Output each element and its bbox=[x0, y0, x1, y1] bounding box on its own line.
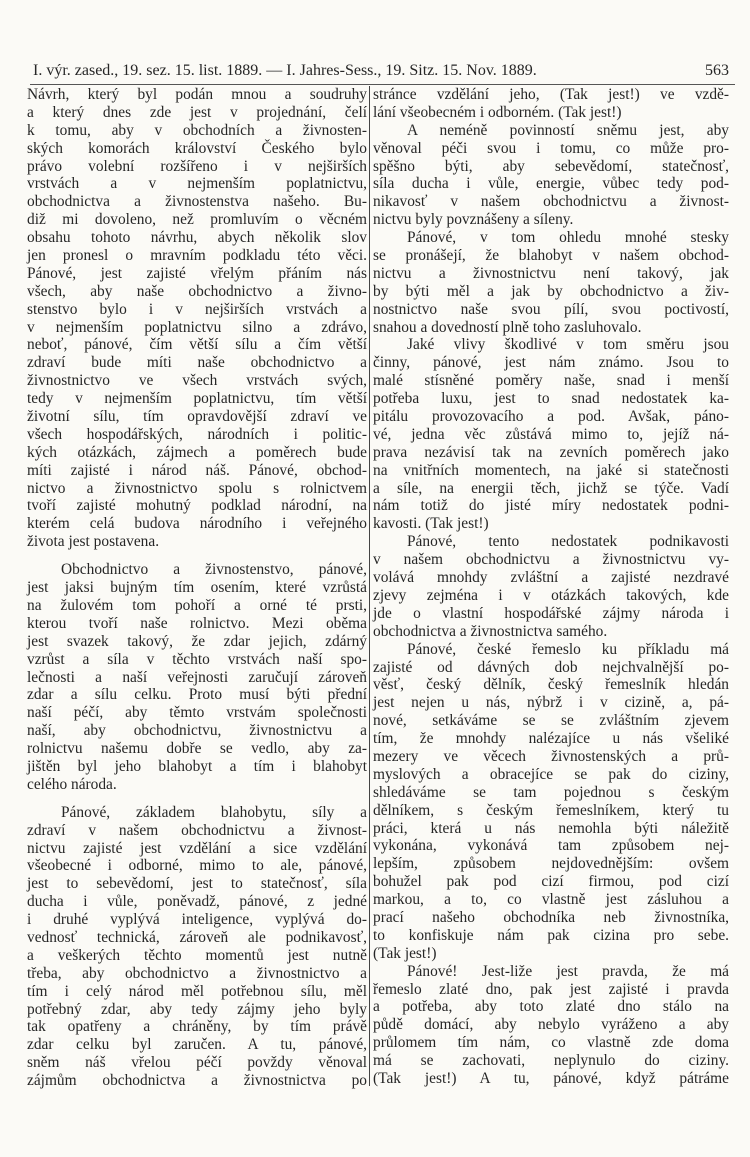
text-line: Pánové, české řemeslo ku příkladu má bbox=[407, 640, 729, 658]
text-line: naší péčí, aby těmto vrstvám společnosti bbox=[27, 704, 367, 722]
text-line: markou, a to, co vlastně jest zásluhou a bbox=[373, 891, 729, 909]
text-line: potřebný zdar, aby tedy zájmy jeho byly bbox=[27, 1000, 367, 1018]
left-column bbox=[27, 86, 367, 1090]
text-line: jest nejen u nás, nýbrž i v cizině, a, pá- bbox=[373, 694, 729, 712]
text-line: tedy v nejmenším poplatnictvu, tím větší bbox=[27, 390, 367, 408]
text-line: všech, aby naše obchodnictvo a živno- bbox=[27, 282, 367, 300]
text-line: tvoří zajisté mohutný podklad národní, na bbox=[27, 497, 367, 515]
text-line: v nejmenším poplatnictvu silno a zdrávo, bbox=[27, 318, 367, 336]
text-line: prava nezávisí tak na zevních poměrech jako bbox=[373, 443, 729, 461]
text-line: stránce vzdělání jeho, (Tak jest!) ve vzdě- bbox=[373, 86, 729, 103]
text-line: i druhé vyplývá inteligence, vyplývá do- bbox=[27, 911, 367, 929]
text-line: zajisté od dávných dob nejchvalnější po- bbox=[373, 658, 729, 676]
text-line: životní sílu, tím opravdovější zdraví ve bbox=[27, 408, 367, 426]
text-line: Pánové, tento nedostatek podnikavosti bbox=[407, 533, 729, 551]
text-line: tím, že mnohdy nalézajíce u nás všeliké bbox=[373, 730, 729, 748]
text-line: sněm náš vřelou péčí povždy věnoval bbox=[27, 1054, 367, 1072]
text-line: stenstvo bylo i v nejširších vrstvách a bbox=[27, 300, 367, 318]
text-line: jest to sebevědomí, jest to statečnosť, síla bbox=[27, 875, 367, 893]
text-line: nové, setkáváme se se zvláštním zjevem bbox=[373, 712, 729, 730]
text-line: věsť, český dělník, český řemeslník hledán bbox=[373, 676, 729, 694]
text-line: kterou tvoří naše rolnictvo. Mezi oběma bbox=[27, 614, 367, 632]
text-line: nikavosť v našem obchodnictvu a živnost- bbox=[373, 193, 729, 211]
text-line: nictvo a živnostnictvo spolu s rolnictvem bbox=[27, 479, 367, 497]
text-line: půdě domácí, aby nebylo vyráženo a aby bbox=[373, 1016, 729, 1034]
paragraph bbox=[373, 641, 729, 963]
text-line: volává mnohdy zvláštní a zajisté nezdravé bbox=[373, 569, 729, 587]
text-line: života jest postavena. bbox=[27, 533, 160, 551]
header-title: I. výr. zased., 19. sez. 15. list. 1889. — I. Jahres-Sess., 19. Sitz. 15. Nov. 1889. bbox=[33, 62, 537, 79]
text-line: obchodnictva a živnostenstva našeho. Bu- bbox=[27, 193, 367, 211]
text-line: nictvu zajisté jest vzdělání a sice vzdělání bbox=[27, 839, 367, 857]
text-line: vykonána, vykonává tam způsobem nej- bbox=[373, 837, 729, 855]
text-line: jištěn byl jeho blahobyt a tím i blahobyt bbox=[27, 757, 367, 775]
text-line: mezery ve věcech živnostenských a prů- bbox=[373, 747, 729, 765]
column-divider bbox=[369, 86, 370, 1086]
text-line: spěšno býti, aby sebevědomí, statečnosť, bbox=[373, 157, 729, 175]
text-line: jest svazek takový, že zdar jejich, zdárný bbox=[27, 632, 367, 650]
text-line: Obchodnictvo a živnostenstvo, pánové, bbox=[61, 561, 367, 579]
text-line: pitálu provozovacího a pod. Avšak, páno- bbox=[373, 408, 729, 426]
text-line: zjevy zejména i v otázkách takových, kde bbox=[373, 586, 729, 604]
paragraph bbox=[27, 561, 367, 794]
text-line: shledáváme se tam pojednou s českým bbox=[373, 783, 729, 801]
text-line: obsahu tohoto návrhu, abych několik slov bbox=[27, 229, 367, 247]
text-line: práci, která u nás nemohla býti náležitě bbox=[373, 819, 729, 837]
text-line: na žulovém tom pohoří a orné té prsti, bbox=[27, 596, 367, 614]
text-line: dělníkem, s českým řemeslníkem, který tu bbox=[373, 801, 729, 819]
text-line: míti zajisté i národ náš. Pánové, obchod- bbox=[27, 461, 367, 479]
text-line: rolnictvu našemu dobře se vedlo, aby za- bbox=[27, 740, 367, 758]
text-line: zdar a sílu celku. Proto musí býti přední bbox=[27, 686, 367, 704]
paragraph bbox=[373, 229, 729, 336]
text-line: Pánové, základem blahobytu, síly a bbox=[61, 803, 367, 821]
header-rule bbox=[30, 84, 735, 85]
text-line: zdraví v našem obchodnictvu a živnost- bbox=[27, 821, 367, 839]
text-line: lání všeobecném i odborném. (Tak jest!) bbox=[373, 103, 622, 121]
text-line: kých otázkách, zájmech a poměrech bude bbox=[27, 443, 367, 461]
text-line: by býti měl a jak by obchodnictvo a živ- bbox=[373, 282, 729, 300]
text-line: síla ducha i vůle, energie, vůbec tedy pod- bbox=[373, 175, 729, 193]
text-line: (Tak jest!) bbox=[373, 944, 437, 962]
text-line: a který dnes zde jest v projednání, čelí bbox=[27, 103, 367, 121]
right-column bbox=[373, 86, 729, 1088]
text-line: celého národa. bbox=[27, 775, 117, 793]
text-line: živnostnictvo ve všech vrstvách svých, bbox=[27, 372, 367, 390]
paragraph bbox=[373, 86, 729, 122]
text-line: nostnictvo naše svou pílí, svou poctivostí, bbox=[373, 300, 729, 318]
text-line: nictvu a živnostnictvu není takový, jak bbox=[373, 264, 729, 282]
text-line: snahou a dovedností plně toho zasluhovalo. bbox=[373, 318, 642, 336]
text-line: nictvu byly povznášeny a síleny. bbox=[373, 211, 574, 229]
running-header bbox=[33, 62, 729, 82]
text-line: vrstvách a v nejmenším poplatnictvu, bbox=[27, 175, 367, 193]
text-line: zdar celku byl zaručen. A tu, pánové, bbox=[27, 1036, 367, 1054]
paragraph bbox=[373, 336, 729, 533]
text-line: Návrh, který byl podán mnou a soudruhy bbox=[27, 86, 367, 103]
text-line: řemeslo zlaté dno, pak jest zajisté i pravda bbox=[373, 980, 729, 998]
text-line: nám totiž do jisté míry nedostatek podni- bbox=[373, 497, 729, 515]
text-line: průlomem tím nám, co vlastně zde doma bbox=[373, 1034, 729, 1052]
text-line: a veškerých těchto momentů jest nutně bbox=[27, 946, 367, 964]
paragraph bbox=[373, 122, 729, 229]
text-line: má se zachovati, neplynulo do ciziny. bbox=[373, 1052, 729, 1070]
text-line: jde o vlastní hospodářské zájmy národa i bbox=[373, 604, 729, 622]
text-line: a síle, na energii těch, jichž se týče. Vadí bbox=[373, 479, 729, 497]
paragraph bbox=[373, 533, 729, 640]
text-line: naší, aby obchodnictvu, živnostnictvu a bbox=[27, 722, 367, 740]
text-line: malé stísněné poměry naše, snad i menší bbox=[373, 372, 729, 390]
text-line: právo volební rozšířeno i v nejširších bbox=[27, 157, 367, 175]
text-line: Pánové! Jest-liže jest pravda, že má bbox=[407, 962, 729, 980]
text-line: kterém celá budova národního i veřejného bbox=[27, 515, 367, 533]
text-line: A neméně povinností sněmu jest, aby bbox=[407, 121, 729, 139]
text-line: ducha i vůle, poněvadž, pánové, z jedné bbox=[27, 893, 367, 911]
text-line: se pronášejí, že blahobyt v našem obchod- bbox=[373, 247, 729, 265]
paragraph bbox=[27, 86, 367, 551]
text-line: Jaké vlivy škodlivé v tom směru jsou bbox=[407, 336, 729, 354]
text-line: vednosť technická, zároveň ale podnikavosť, bbox=[27, 928, 367, 946]
text-line: všech hospodářských, národních i politic- bbox=[27, 425, 367, 443]
text-line: na vnitřních momentech, na jaké si statečnosti bbox=[373, 461, 729, 479]
text-line: neboť, pánové, čím větší sílu a čím větší bbox=[27, 336, 367, 354]
text-line: jest jaksi bujným tím osením, které vzrůstá bbox=[27, 579, 367, 597]
text-line: ských komorách království Českého bylo bbox=[27, 139, 367, 157]
text-line: bohužel pak pod cizí firmou, pod cizí bbox=[373, 873, 729, 891]
paragraph bbox=[373, 963, 729, 1088]
text-line: vé, jedna věc zůstává mimo to, jejíž ná- bbox=[373, 425, 729, 443]
text-line: všeobecné i odborné, mimo to ale, pánové, bbox=[27, 857, 367, 875]
text-line: vzrůst a síla v těchto vrstvách naší spo- bbox=[27, 650, 367, 668]
text-line: činny, pánové, jest nám známo. Jsou to bbox=[373, 354, 729, 372]
text-line: zdraví bude míti naše obchodnictvo a bbox=[27, 354, 367, 372]
text-line: (Tak jest!) A tu, pánové, když pátráme bbox=[373, 1069, 729, 1087]
text-line: kavosti. (Tak jest!) bbox=[373, 515, 489, 533]
text-line: Pánové, jest zajisté vřelým přáním nás bbox=[27, 264, 367, 282]
text-line: diž mi dovoleno, než promluvím o věcném bbox=[27, 211, 367, 229]
text-line: obchodnictva a živnostnictva samého. bbox=[373, 622, 608, 640]
text-line: to konfiskuje nám pak cizina pro sebe. bbox=[373, 926, 729, 944]
text-line: v našem obchodnictvu a živnostnictvu vy- bbox=[373, 551, 729, 569]
text-line: k tomu, aby v obchodních a živnosten- bbox=[27, 121, 367, 139]
text-line: jen pronesl o mravním podkladu této věci. bbox=[27, 247, 367, 265]
text-line: lepším, způsobem nejdovednějším: ovšem bbox=[373, 855, 729, 873]
text-line: zájmům obchodnictva a živnostnictva po bbox=[27, 1072, 367, 1090]
paragraph bbox=[27, 804, 367, 1090]
text-line: Pánové, v tom ohledu mnohé stesky bbox=[407, 229, 729, 247]
text-line: třeba, aby obchodnictvo a živnostnictvo a bbox=[27, 964, 367, 982]
text-line: myslových a obracejíce se pak do ciziny, bbox=[373, 765, 729, 783]
text-line: věnoval péči svou i tomu, co může pro- bbox=[373, 139, 729, 157]
text-line: tak opatřeny a chráněny, by tím právě bbox=[27, 1018, 367, 1036]
text-line: prací našeho obchodníka neb živnostníka, bbox=[373, 908, 729, 926]
text-line: tím i celý národ měl potřebnou sílu, měl bbox=[27, 982, 367, 1000]
text-line: potřeba luxu, jest to snad nedostatek ka- bbox=[373, 390, 729, 408]
text-line: lečnosti a naší veřejnosti zaručují zároveň bbox=[27, 668, 367, 686]
text-line: a potřeba, aby toto zlaté dno stálo na bbox=[373, 998, 729, 1016]
page-number: 563 bbox=[705, 62, 729, 79]
